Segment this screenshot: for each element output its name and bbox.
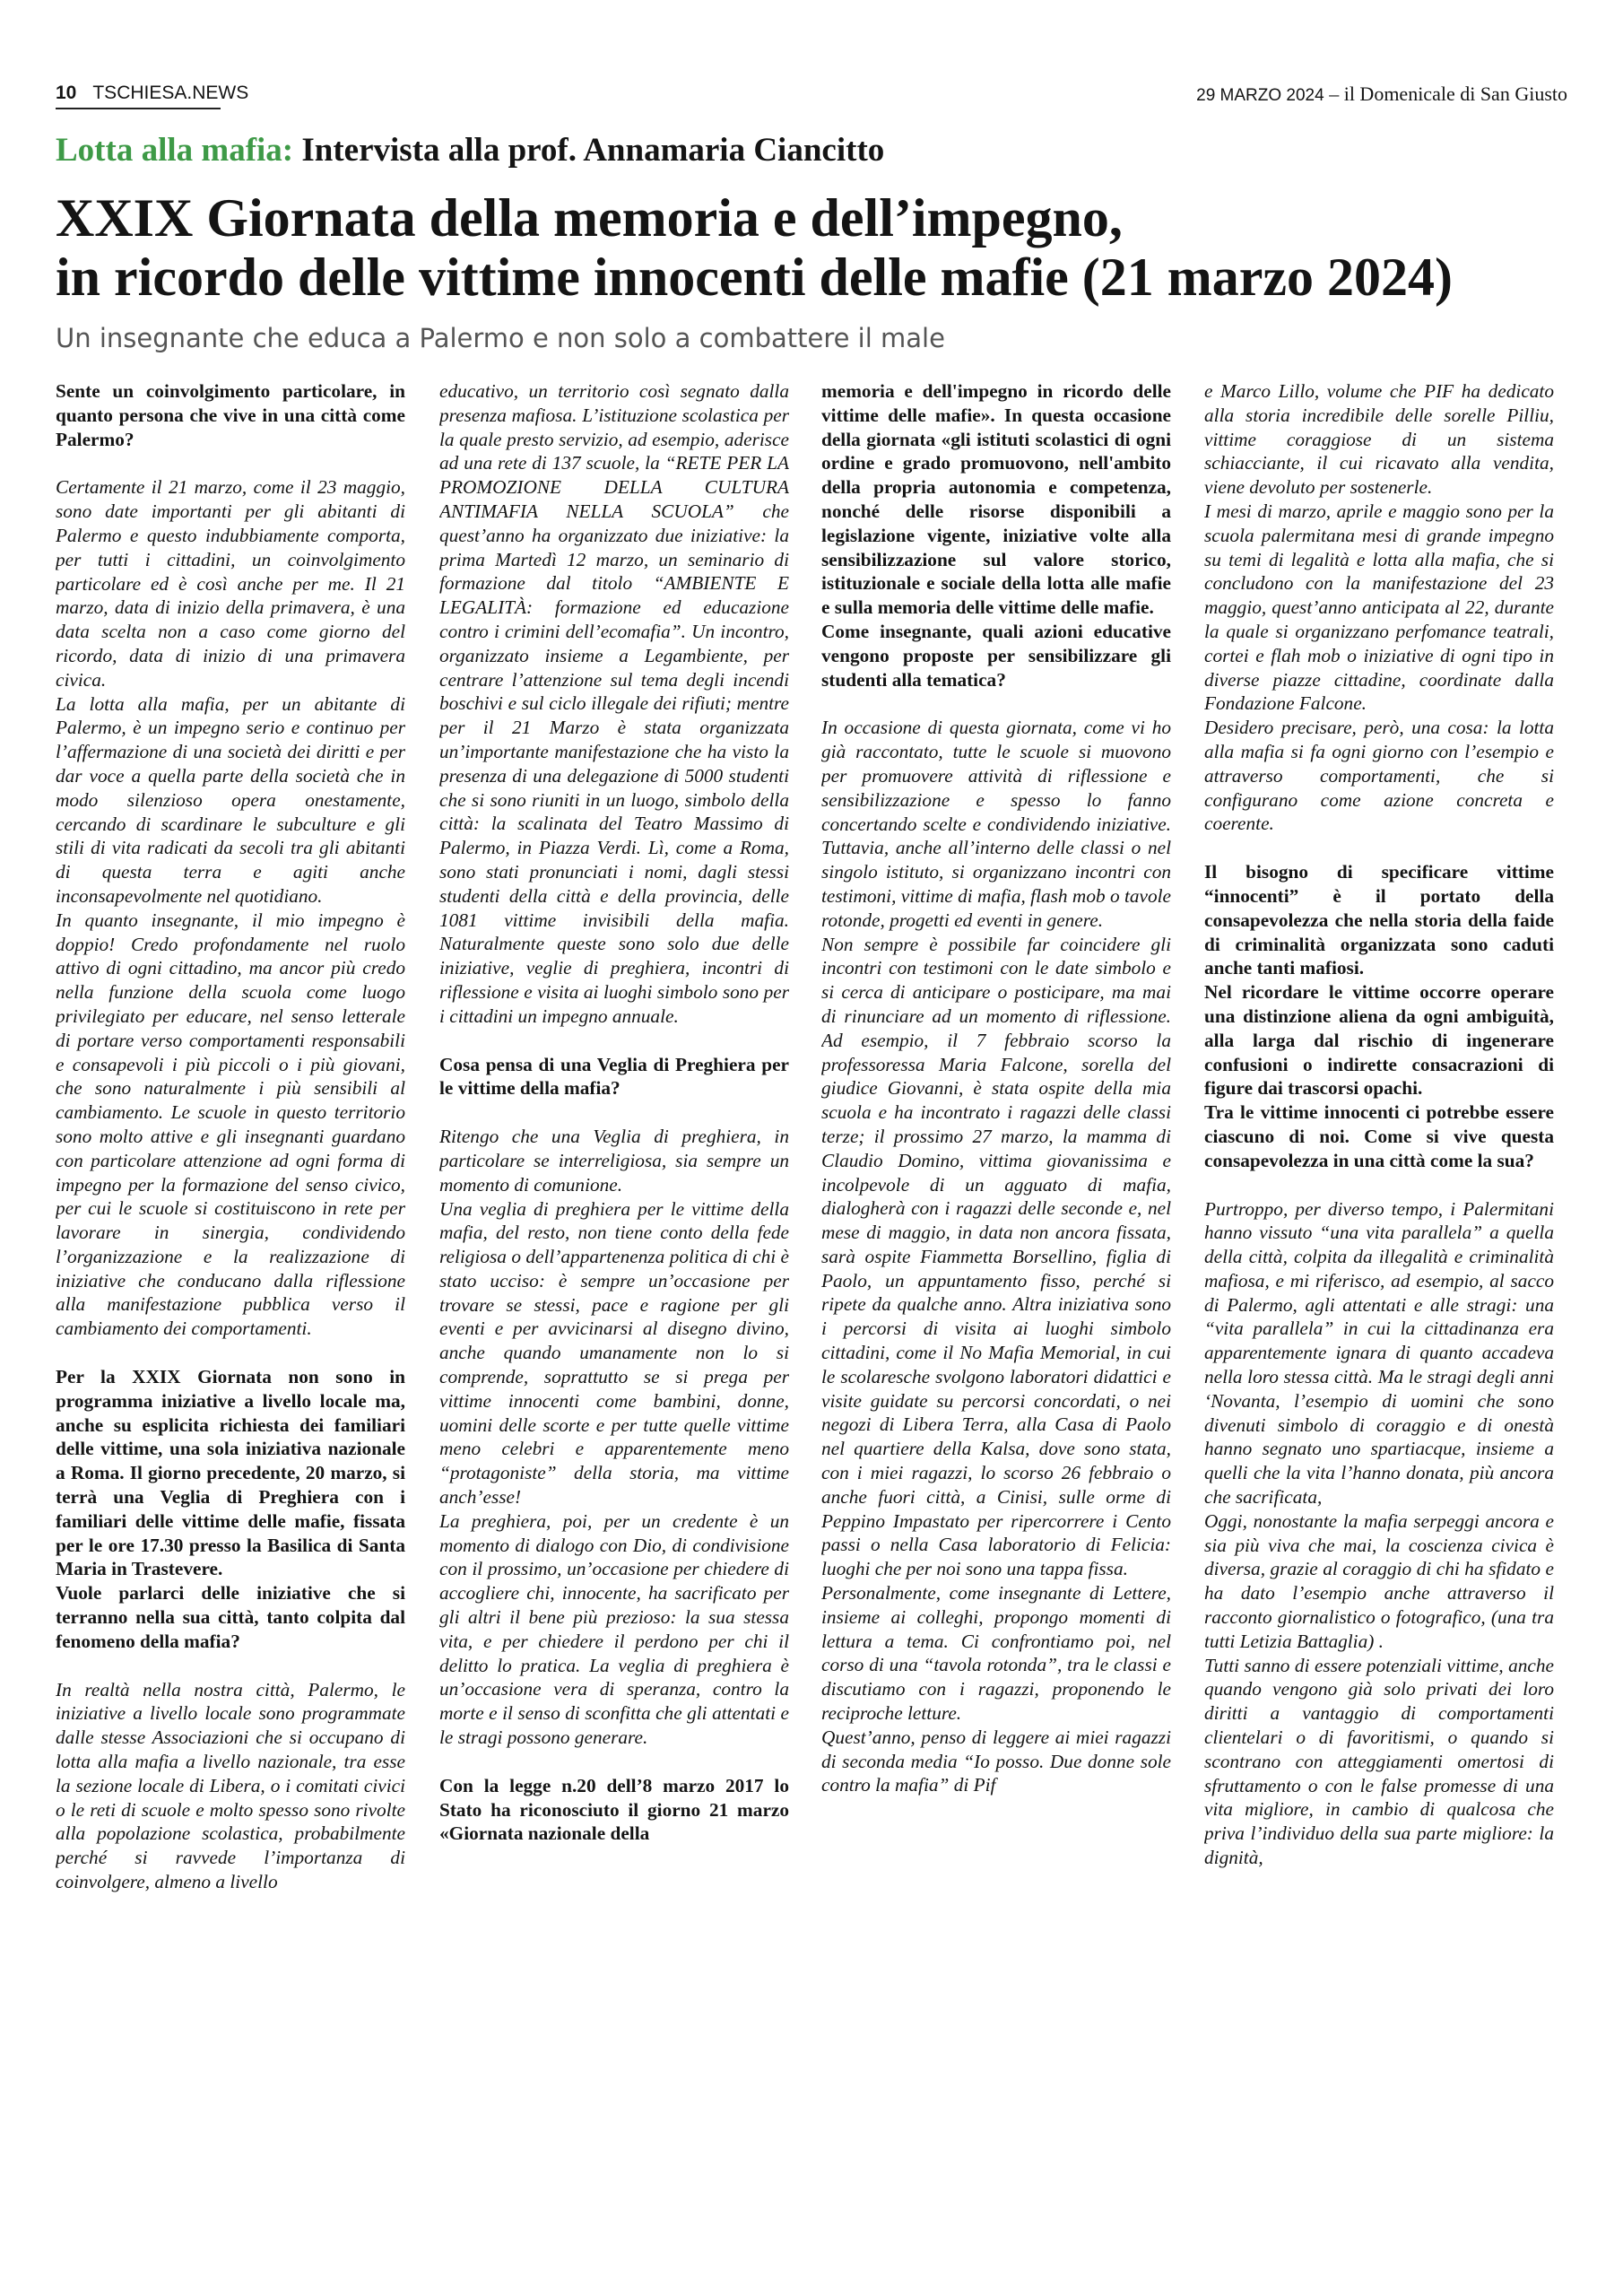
publication-name: il Domenicale di San Giusto <box>1343 83 1567 105</box>
article-column-1 <box>56 379 405 2276</box>
answer-paragraph: In quanto insegnante, il mio impegno è doppio! Credo profondamente nel ruolo attivo di ogni cittadino, ma ancor più credo nella funzione della scuola come luogo privilegiato per educare, nel senso letterale di portare verso comportamenti responsabili e consapevoli i più piccoli o i più giovani, che sono naturalmente i più sensibili al cambiamento. Le scuole in questo territorio sono molto attive e gli insegnanti guardano con particolare attenzione ad ogni forma di impegno per la formazione del senso civico, per cui le scuole si costituiscono in rete per lavorare in sinergia, condividendo l’organizzazione e la realizzazione di iniziative che conducano dalla riflessione alla manifestazione pubblica verso il cambiamento dei comportamenti. <box>56 909 405 1340</box>
question: Con la legge n.20 dell’8 marzo 2017 lo Stato ha riconosciuto il giorno 21 marzo «Giornata nazionale della <box>439 1774 789 1845</box>
answer-paragraph: e Marco Lillo, volume che PIF ha dedicato alla storia incredibile delle sorelle Pilliu, vittime coraggiose di un sistema schiacciante, il cui ricavato alla vendita, viene devoluto per sostenerle. <box>1204 380 1554 499</box>
answer-paragraph: In occasione di questa giornata, come vi ho già raccontato, tutte le scuole si muovono per promuovere attività di riflessione e sensibilizzazione e spesso lo fanno concertando scelte e condividendo iniziative. Tuttavia, anche all’interno delle classi o nel singolo istituto, si organizzano incontri con testimoni, vittime di mafia, flash mob o tavole rotonde, progetti ed eventi in genere. <box>821 717 1171 931</box>
answer-paragraph: Quest’anno, penso di leggere ai miei ragazzi di seconda media “Io posso. Due donne sole contro la mafia” di Pif <box>821 1726 1171 1796</box>
question: Tra le vittime innocenti ci potrebbe essere ciascuno di noi. Come si vive questa consapevolezza in una città come la sua? <box>1204 1101 1554 1171</box>
article-column-3 <box>821 379 1171 2276</box>
answer-paragraph: La lotta alla mafia, per un abitante di Palermo, è un impegno serio e continuo per l’affermazione di una società dei diritti e per dar voce a quella parte della società che in modo silenzioso opera onestamente, cercando di scardinare le subculture e gli stili di vita radicati da secoli tra gli abitanti di questa terra e agiti anche inconsapevolmente nel quotidiano. <box>56 692 405 907</box>
article-column-4 <box>1204 379 1554 2276</box>
answer-paragraph: Personalmente, come insegnante di Lettere, insieme ai colleghi, propongo momenti di lettura a tema. Ci confrontiamo poi, nel corso di una “tavola rotonda”, tra le classi e discutiamo con i ragazzi, proponendo le reciproche letture. <box>821 1582 1171 1725</box>
question: Per la XXIX Giornata non sono in programma iniziative a livello locale ma, anche su esplicita richiesta dei familiari delle vittime, una sola iniziativa nazionale a Roma. Il giorno precedente, 20 marzo, si terrà una Veglia di Preghiera con i familiari delle vittime delle mafie, fissata per le ore 17.30 presso la Basilica di Santa Maria in Trastevere. <box>56 1366 405 1580</box>
answer-paragraph: Oggi, nonostante la mafia serpeggi ancora e sia più viva che mai, la coscienza civica è diversa, grazie al coraggio di chi ha sfidato e ha dato l’esempio anche attraverso il racconto giornalistico o fotografico, (una tra tutti Letizia Battaglia) . <box>1204 1509 1554 1652</box>
answer-paragraph: In realtà nella nostra città, Palermo, le iniziative a livello locale sono programmate dalle stesse Associazioni che si occupano di lotta alla mafia a livello nazionale, tra esse la sezione locale di Libera, o i comitati civici o le reti di scuole e molto spesso sono rivolte alla popolazione scolastica, probabilmente perché si ravvede l’importanza di coinvolgere, almeno a livello <box>56 1678 405 1893</box>
page-number: 10 <box>56 83 77 103</box>
answer-paragraph: Certamente il 21 marzo, come il 23 maggio, sono date importanti per gli abitanti di Palermo e questo indubbiamente comporta, per tutti i cittadini, un coinvolgimento particolare ed è così anche per me. Il 21 marzo, data di inizio della primavera, è una data scelta non a caso come giorno del ricordo, data di inizio di una primavera civica. <box>56 476 405 691</box>
kicker-label: Lotta alla mafia: <box>56 132 294 169</box>
answer-paragraph: Non sempre è possibile far coincidere gli incontri con testimoni con le date simbolo e si cerca di anticipare o posticipare, ma mai di rinunciare ad un momento di riflessione. Ad esempio, il 7 febbraio scorso la professoressa Maria Falcone, sorella del giudice Giovanni, è stata ospite della mia scuola e ha incontrato i ragazzi delle classi terze; il prossimo 27 marzo, la mamma di Claudio Domino, vittima giovanissima e incolpevole di un agguato di mafia, dialogherà con i ragazzi delle seconde e, nel mese di maggio, in data non ancora fissata, sarà ospite Fiammetta Borsellino, figlia di Paolo, un appuntamento fisso, perché si ripete da qualche anno. Altra iniziativa sono i percorsi di visita ai luoghi simbolo cittadini, come il No Mafia Memorial, in cui le scolaresche svolgono laboratori didattici e visite guidate su percorsi concordati, o nei negozi di Libera Terra, alla Casa di Paolo nel quartiere della Kalsa, dove sono stata, con i miei ragazzi, lo scorso 26 febbraio o anche fuori città, a Cinisi, sulle orme di Peppino Impastato per ripercorrere i Cento passi o nella Casa laboratorio di Felicia: luoghi che per noi sono una tappa fissa. <box>821 933 1171 1580</box>
masthead <box>56 83 1567 111</box>
site-name: TSCHIESA.NEWS <box>92 83 249 103</box>
article-column-2 <box>439 379 789 2276</box>
kicker-text: Intervista alla prof. Annamaria Ciancitto <box>293 132 885 169</box>
answer-paragraph: Una veglia di preghiera per le vittime della mafia, del resto, non tiene conto della fede religiosa o dell’appartenenza politica di chi è stato ucciso: è sempre un’occasione per trovare se stessi, pace e ragione per gli eventi e per avvicinarsi al disegno divino, anche quando umanamente non lo si comprende, soprattutto se si prega per vittime innocenti come bambini, donne, uomini delle scorte e per tutte quelle vittime meno celebri e apparentemente meno “protagoniste” della storia, ma vittime anch’esse! <box>439 1197 789 1509</box>
masthead-separator: – <box>1324 83 1344 105</box>
headline <box>56 188 1580 307</box>
answer-paragraph: educativo, un territorio così segnato dalla presenza mafiosa. L’istituzione scolastica per la quale presto servizio, ad esempio, aderisce ad una rete di 137 scuole, la “RETE PER LA PROMOZIONE DELLA CULTURA ANTIMAFIA NELLA SCUOLA” che quest’anno ha organizzato due iniziative: la prima Martedì 12 marzo, un seminario di formazione dal titolo “AMBIENTE E LEGALITÀ: formazione ed educazione contro i crimini dell’ecomafia”. Un incontro, organizzato insieme a Legambiente, per centrare l’attenzione sul tema degli incendi boschivi e sul ciclo illegale dei rifiuti; mentre per il 21 Marzo è stata organizzata un’importante manifestazione che ha visto la presenza di una delegazione di 5000 studenti che si sono riuniti in un luogo, simbolo della città: la scalinata del Teatro Massimo di Palermo, in Piazza Verdi. Lì, come a Roma, sono stati pronunciati i nomi, dagli stessi studenti della città e della provincia, delle 1081 vittime invisibili della mafia. Naturalmente queste sono solo due delle iniziative, veglie di preghiera, incontri di riflessione e visita ai luoghi simbolo sono per i cittadini un impegno annuale. <box>439 380 789 1027</box>
question: Cosa pensa di una Veglia di Preghiera per le vittime della mafia? <box>439 1053 789 1100</box>
issue-date: 29 MARZO 2024 <box>1196 86 1324 105</box>
masthead-rule <box>56 108 221 109</box>
kicker <box>56 131 884 170</box>
masthead-left <box>56 83 248 104</box>
answer-paragraph: Purtroppo, per diverso tempo, i Palermitani hanno vissuto “una vita parallela” a quella della città, colpita da illegalità e criminalità mafiosa, e mi riferisco, ad esempio, al sacco di Palermo, agli attentati e alle stragi: una “vita parallela” in cui la cittadinanza era apparentemente ignara di quanto accadeva nella loro stessa città. Ma le stragi degli anni ‘Novanta, l’esempio di uomini che sono divenuti simbolo di coraggio e di onestà hanno segnato uno spartiacque, insieme a quelli che la vita l’hanno donata, più ancora che sacrificata, <box>1204 1197 1554 1509</box>
answer-paragraph: Desidero precisare, però, una cosa: la lotta alla mafia si fa ogni giorno con l’esempio e attraverso comportamenti, che si configurano come azione concreta e coerente. <box>1204 717 1554 835</box>
question: Sente un coinvolgimento particolare, in quanto persona che vive in una città come Palermo? <box>56 380 405 450</box>
question: Il bisogno di specificare vittime “innocenti” è il portato della consapevolezza che nella storia della faide di criminalità organizzata sono caduti anche tanti mafiosi. <box>1204 861 1554 979</box>
question: Vuole parlarci delle iniziative che si terranno nella sua città, tanto colpita dal fenomeno della mafia? <box>56 1582 405 1652</box>
headline-line-2: in ricordo delle vittime innocenti delle mafie (21 marzo 2024) <box>56 248 1453 307</box>
question: memoria e dell'impegno in ricordo delle vittime delle mafie». In questa occasione della giornata «gli istituti scolastici di ogni ordine e grado promuovono, nell'ambito della propria autonomia e competenza, nonché delle risorse disponibili a legislazione vigente, iniziative volte alla sensibilizzazione sul valore storico, istituzionale e sociale della lotta alle mafie e sulla memoria delle vittime delle mafie. <box>821 380 1171 619</box>
subheadline: Un insegnante che educa a Palermo e non solo a combattere il male <box>56 323 945 353</box>
answer-paragraph: Ritengo che una Veglia di preghiera, in particolare se interreligiosa, sia sempre un momento di comunione. <box>439 1126 789 1196</box>
answer-paragraph: I mesi di marzo, aprile e maggio sono per la scuola palermitana mesi di grande impegno su temi di legalità e lotta alla mafia, che si concludono con la manifestazione del 23 maggio, quest’anno anticipata al 22, durante la quale si organizzano perfomance teatrali, cortei e flah mob o iniziative di ogni tipo in diverse piazze cittadine, coordinate dalla Fondazione Falcone. <box>1204 500 1554 715</box>
answer-paragraph: La preghiera, poi, per un credente è un momento di dialogo con Dio, di condivisione con il prossimo, un’occasione per chiedere di accogliere chi, innocente, ha sacrificato per gli altri il bene più prezioso: la sua stessa vita, e per chiedere il perdono per chi il delitto lo pratica. La veglia di preghiera è un’occasione vera di speranza, contro la morte e il senso di sconfitta che gli attentati e le stragi possono generare. <box>439 1509 789 1749</box>
answer-paragraph: Tutti sanno di essere potenziali vittime, anche quando vengono già solo privati dei loro diritti a vantaggio di comportamenti clientelari o di favoritismi, o quando si scontrano con atteggiamenti omertosi di sfruttamento o con le false promesse di una vita migliore, in cambio di qualcosa che priva l’individuo della sua parte migliore: la dignità, <box>1204 1654 1554 1869</box>
question: Nel ricordare le vittime occorre operare una distinzione aliena da ogni ambiguità, alla larga dal rischio di ingenerare confusioni o indirette consacrazioni di figure dai trascorsi opachi. <box>1204 981 1554 1100</box>
question: Come insegnante, quali azioni educative vengono proposte per sensibilizzare gli studenti alla tematica? <box>821 620 1171 691</box>
headline-line-1: XXIX Giornata della memoria e dell’impegno, <box>56 188 1123 248</box>
masthead-right <box>1196 83 1567 106</box>
